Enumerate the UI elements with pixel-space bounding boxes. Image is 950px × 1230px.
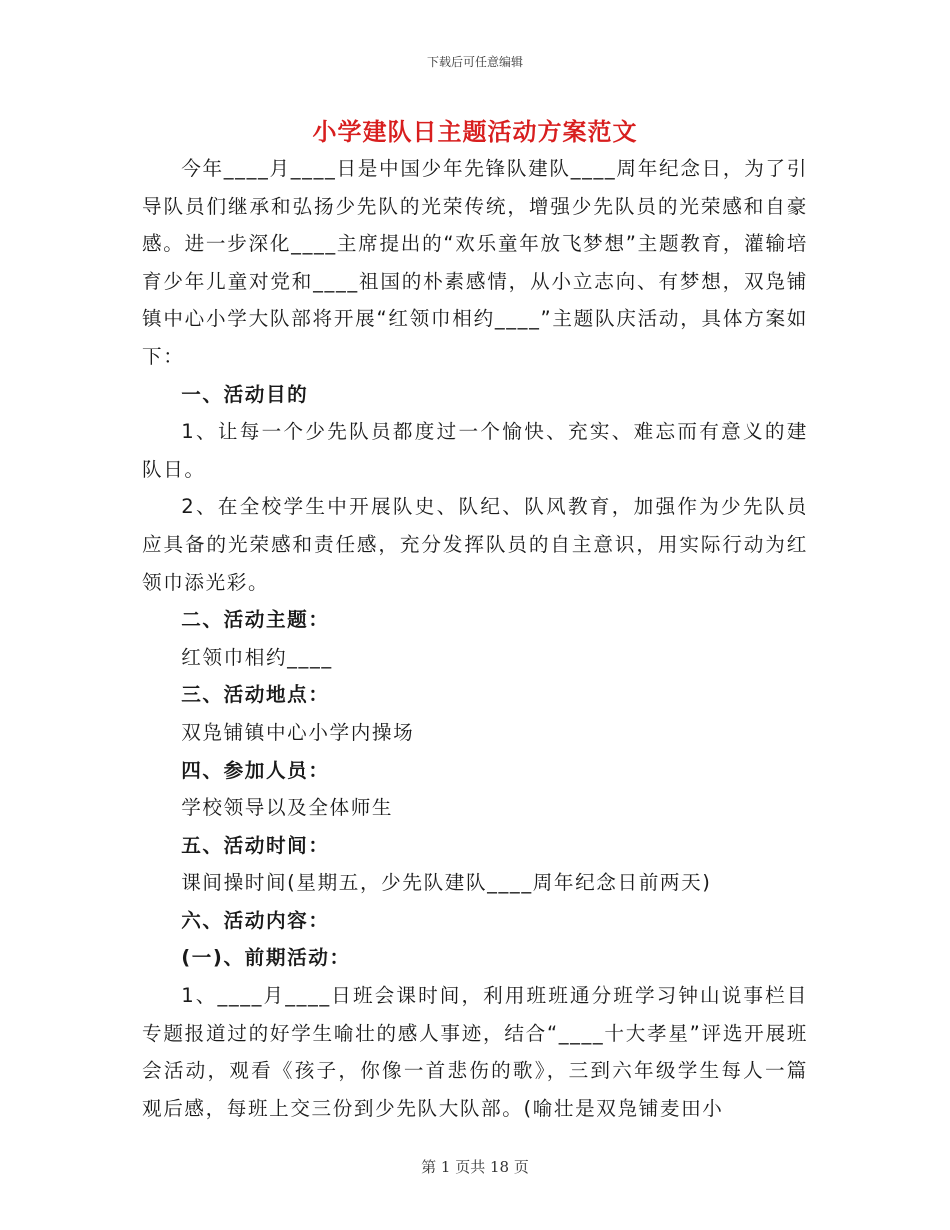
location-text: 双凫铺镇中心小学内操场: [181, 720, 415, 744]
early-activity-item-1: 1、____月____日班会课时间，利用班班通分班学习钟山说事栏目专题报道过的好学生喻壮的感人事迹，结合“____十大孝星”评选开展班会活动，观看《孩子，你像一首悲伤的歌》，三到六年级学生每人一篇观后感，每班上交三份到少先队大队部。(喻壮是双凫铺麦田小: [142, 984, 808, 1120]
theme-text: 红领巾相约____: [181, 645, 333, 669]
section-heading-purpose: 一、活动目的: [181, 382, 309, 406]
intro-paragraph: 今年____月____日是中国少年先锋队建队____周年纪念日，为了引导队员们继承和弘扬少先队的光荣传统，增强少先队员的光荣感和自豪感。进一步深化____主席提出的“欢乐童年放飞梦想”主题教育，灌输培育少年儿童对党和____祖国的朴素感情，从小立志向、有梦想，双凫铺镇中心小学大队部将开展“红领巾相约____”主题队庆活动，具体方案如下：: [142, 157, 808, 368]
time-text: 课间操时间(星期五，少先队建队____周年纪念日前两天): [181, 871, 712, 895]
subsection-heading-early: (一)、前期活动：: [181, 946, 351, 970]
section-heading-content: 六、活动内容：: [181, 908, 330, 932]
document-title: 小学建队日主题活动方案范文: [312, 118, 638, 146]
document-body: [142, 150, 808, 1127]
section-heading-time: 五、活动时间：: [181, 833, 330, 857]
purpose-item-2: 2、在全校学生中开展队史、队纪、队风教育，加强作为少先队员应具备的光荣感和责任感，充分发挥队员的自主意识，用实际行动为红领巾添光彩。: [142, 495, 808, 594]
participants-text: 学校领导以及全体师生: [181, 796, 394, 820]
purpose-item-1: 1、让每一个少先队员都度过一个愉快、充实、难忘而有意义的建队日。: [142, 420, 808, 481]
section-heading-participants: 四、参加人员：: [181, 758, 330, 782]
header-note: 下载后可任意编辑: [426, 55, 523, 69]
page-number: 第 1 页共 18 页: [421, 1158, 529, 1176]
section-heading-theme: 二、活动主题：: [181, 608, 330, 632]
section-heading-location: 三、活动地点：: [181, 683, 330, 707]
